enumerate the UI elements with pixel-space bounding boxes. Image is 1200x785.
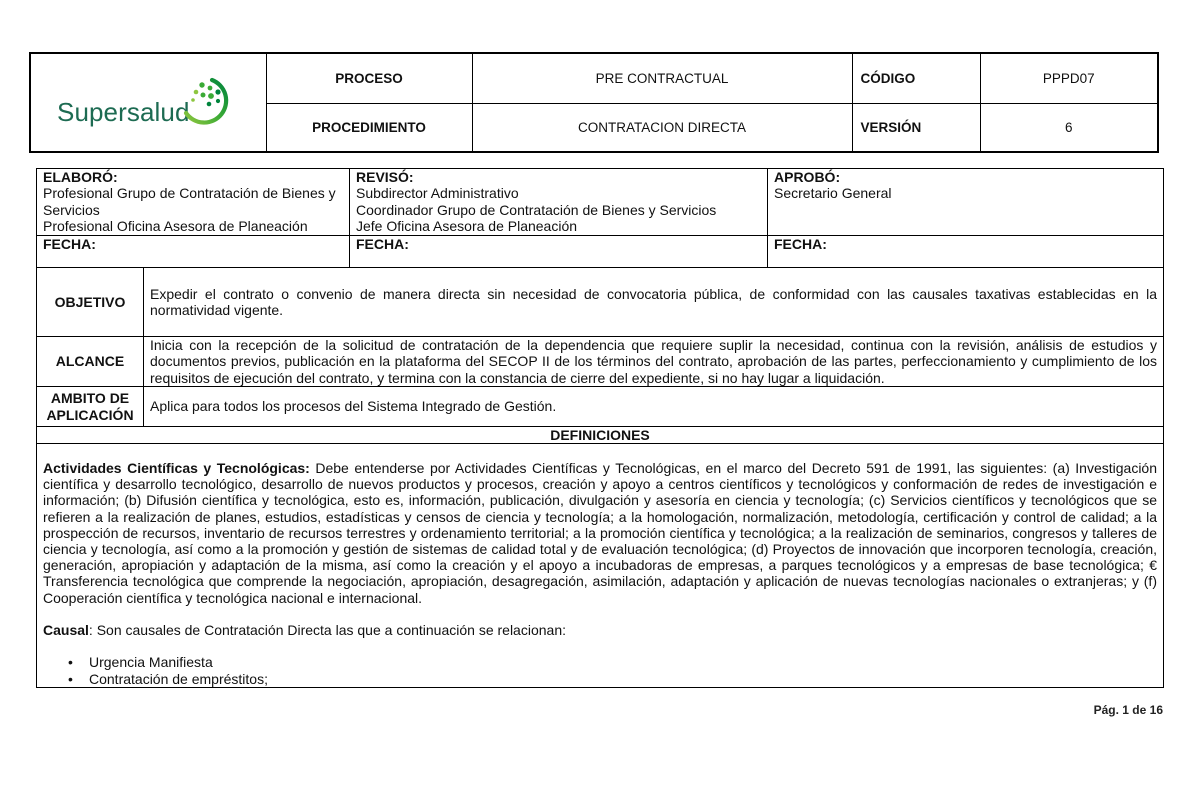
ambito-text: Aplica para todos los procesos del Sistema Integrado de Gestión. xyxy=(150,398,557,415)
definition-text: : Son causales de Contratación Directa las que a continuación se relacionan: xyxy=(88,622,566,639)
fecha-row xyxy=(37,235,1163,267)
supersalud-logo-text: Supersalud xyxy=(57,97,190,127)
logo-dot xyxy=(199,82,204,87)
procedimiento-label: PROCEDIMIENTO xyxy=(266,103,472,152)
aprobo-label: APROBÓ: xyxy=(774,169,841,185)
logo-dot xyxy=(208,86,213,91)
supersalud-logo-mark-icon xyxy=(181,70,235,130)
elaboro-fecha-cell xyxy=(37,236,349,267)
definiciones-header-row xyxy=(37,426,1163,443)
definiciones-title: DEFINICIONES xyxy=(550,427,650,443)
objetivo-row xyxy=(37,267,1163,336)
elaboro-cell xyxy=(37,169,349,235)
reviso-line: Coordinador Grupo de Contratación de Bienes y Servicios xyxy=(356,201,717,218)
objetivo-value-cell xyxy=(143,268,1163,336)
reviso-label: REVISÓ: xyxy=(356,169,414,185)
alcance-value-cell xyxy=(143,337,1163,386)
procedimiento-value: CONTRATACION DIRECTA xyxy=(472,103,852,152)
logo-dot xyxy=(194,90,199,95)
codigo-value: PPPD07 xyxy=(980,53,1158,103)
objetivo-text: Expedir el contrato o convenio de manera directa sin necesidad de convocatoria pública, de conformidad con las causales taxativas establecidas en la normatividad vigente. xyxy=(150,285,1157,318)
elaboro-line: Profesional Grupo de Contratación de Bienes y Servicios xyxy=(43,185,336,218)
causales-list xyxy=(43,654,1157,686)
approvals-row xyxy=(37,169,1163,235)
logo-dot xyxy=(216,99,220,103)
ambito-row xyxy=(37,386,1163,426)
alcance-label: ALCANCE xyxy=(55,353,125,370)
list-item: • Contratación de empréstitos; xyxy=(43,671,1157,687)
aprobo-fecha-cell xyxy=(767,236,1163,267)
definition-causal xyxy=(43,622,1157,638)
list-item: • Urgencia Manifiesta xyxy=(43,654,1157,670)
fecha-label: FECHA: xyxy=(43,236,96,252)
definition-text: Debe entenderse por Actividades Científicas y Tecnológicas, en el marco del Decreto 591 de 1991, las siguientes: (a) Investigación científica y desarrollo tecnológico, desarrollo de nuevos productos y procesos, creación y apoyo a centros científicos y tecnológicos y conformación de redes de investigación e información; (b) Difusión científica y tecnológica, esto es, información, publicación, divulgación y asesoría en ciencia y tecnología; (c) Servicios científicos y tecnológicos que se refieren a la realización de planes, estudios, estadísticas y censos de ciencia y tecnología; a la homologación, normalización, metodología, certificación y control de calidad; a la prospección de recursos, inventario de recursos terrestres y ordenamiento territorial; a la promoción científica y tecnológica; a la realización de seminarios, congresos y talleres de ciencia y tecnología, así como a la promoción y gestión de sistemas de calidad total y de evaluación tecnológica; (d) Proyectos de innovación que incorporen tecnología, creación, generación, apropiación y adaptación de la misma, así como la creación y el apoyo a incubadoras de empresas, a parques tecnológicos y a empresas de base tecnológica; € Transferencia tecnológica que comprende la negociación, apropiación, desagregación, asimilación, adaptación y aplicación de nuevas tecnologías nacionales o extranjeras; y (f) Cooperación científica y tecnológica nacional e internacional. xyxy=(43,460,1158,606)
ambito-value-cell xyxy=(143,387,1163,426)
definition-actividades xyxy=(43,460,1157,606)
reviso-line: Jefe Oficina Asesora de Planeación xyxy=(356,217,578,234)
logo-dot xyxy=(201,93,206,98)
proceso-value: PRE CONTRACTUAL xyxy=(472,53,852,103)
reviso-line: Subdirector Administrativo xyxy=(356,185,519,202)
version-label: VERSIÓN xyxy=(852,103,980,152)
procedure-table xyxy=(36,168,1164,688)
logo-dot xyxy=(215,89,220,94)
proceso-label: PROCESO xyxy=(266,53,472,103)
logo-dot xyxy=(191,98,195,102)
version-value: 6 xyxy=(980,103,1158,152)
fecha-label: FECHA: xyxy=(774,236,827,252)
reviso-fecha-cell xyxy=(349,236,767,267)
alcance-text: Inicia con la recepción de la solicitud de contratación de la dependencia que requiere suplir la necesidad, continua con la revisión, análisis de estudios y documentos previos, publicación en la plataforma del SECOP II de los términos del contrato, aprobación de las partes, perfeccionamiento y cumplimiento de los requisitos de ejecución del contrato, y termina con la constancia de cierre del expediente, si no hay lugar a liquidación. xyxy=(150,337,1157,386)
aprobo-cell xyxy=(767,169,1163,235)
aprobo-line: Secretario General xyxy=(774,185,892,202)
reviso-cell xyxy=(349,169,767,235)
logo-dot xyxy=(207,102,212,107)
elaboro-label: ELABORÓ: xyxy=(43,169,118,185)
definiciones-body xyxy=(37,444,1163,687)
elaboro-line: Profesional Oficina Asesora de Planeación xyxy=(43,217,308,234)
definition-term: Actividades Científicas y Tecnológicas: xyxy=(43,460,310,476)
objetivo-label: OBJETIVO xyxy=(54,293,126,310)
page-number: Pág. 1 de 16 xyxy=(1093,703,1163,717)
alcance-row xyxy=(37,336,1163,386)
definiciones-body-row xyxy=(37,443,1163,687)
logo-dot xyxy=(208,93,214,99)
definition-term: Causal xyxy=(43,622,89,639)
fecha-label: FECHA: xyxy=(356,236,409,252)
ambito-label: AMBITO DE APLICACIÓN xyxy=(46,390,134,423)
codigo-label: CÓDIGO xyxy=(852,53,980,103)
